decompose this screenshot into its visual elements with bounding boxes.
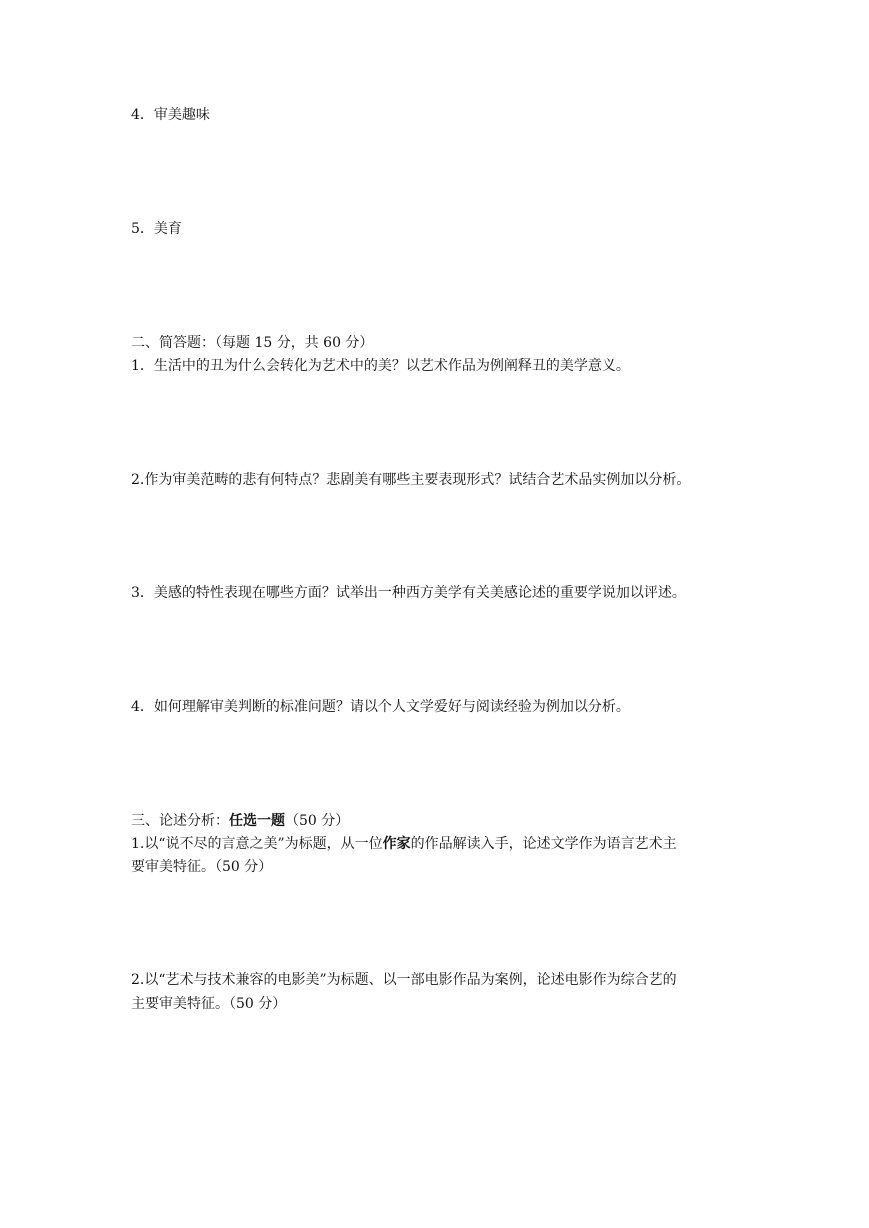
essay-question-2-line-1: 2.以“艺术与技术兼容的电影美”为标题、以一部电影作品为案例，论述电影作为综合艺的 [131,972,677,988]
essay-heading-suffix: （50 分） [285,813,350,829]
essay-heading-prefix: 三、论述分析： [131,813,229,829]
short-answer-question-1: 1．生活中的丑为什么会转化为艺术中的美？以艺术作品为例阐释丑的美学意义。 [131,358,630,374]
essay-question-1-line-2: 要审美特征。（50 分） [131,859,273,875]
essay-heading-bold: 任选一题 [229,813,285,829]
definition-item-4: 4．审美趣味 [131,107,210,123]
section-heading-essay [131,810,349,832]
essay-question-1-line-1 [131,833,677,855]
essay-q1-text-b: 的作品解读入手，论述文学作为语言艺术主 [410,836,677,852]
short-answer-question-2: 2.作为审美范畴的悲有何特点？悲剧美有哪些主要表现形式？试结合艺术品实例加以分析。 [131,472,691,488]
essay-question-2-line-2: 主要审美特征。（50 分） [131,996,287,1012]
short-answer-question-3: 3．美感的特性表现在哪些方面？试举出一种西方美学有关美感论述的重要学说加以评述。 [131,585,686,601]
short-answer-question-4: 4．如何理解审美判断的标准问题？请以个人文学爱好与阅读经验为例加以分析。 [131,699,630,715]
definition-item-5: 5．美育 [131,221,182,237]
essay-q1-text-a: 1.以“说不尽的言意之美”为标题，从一位 [131,836,383,852]
essay-q1-bold-writer: 作家 [382,836,411,852]
section-heading-short-answer: 二、简答题：（每题 15 分，共 60 分） [131,335,374,351]
